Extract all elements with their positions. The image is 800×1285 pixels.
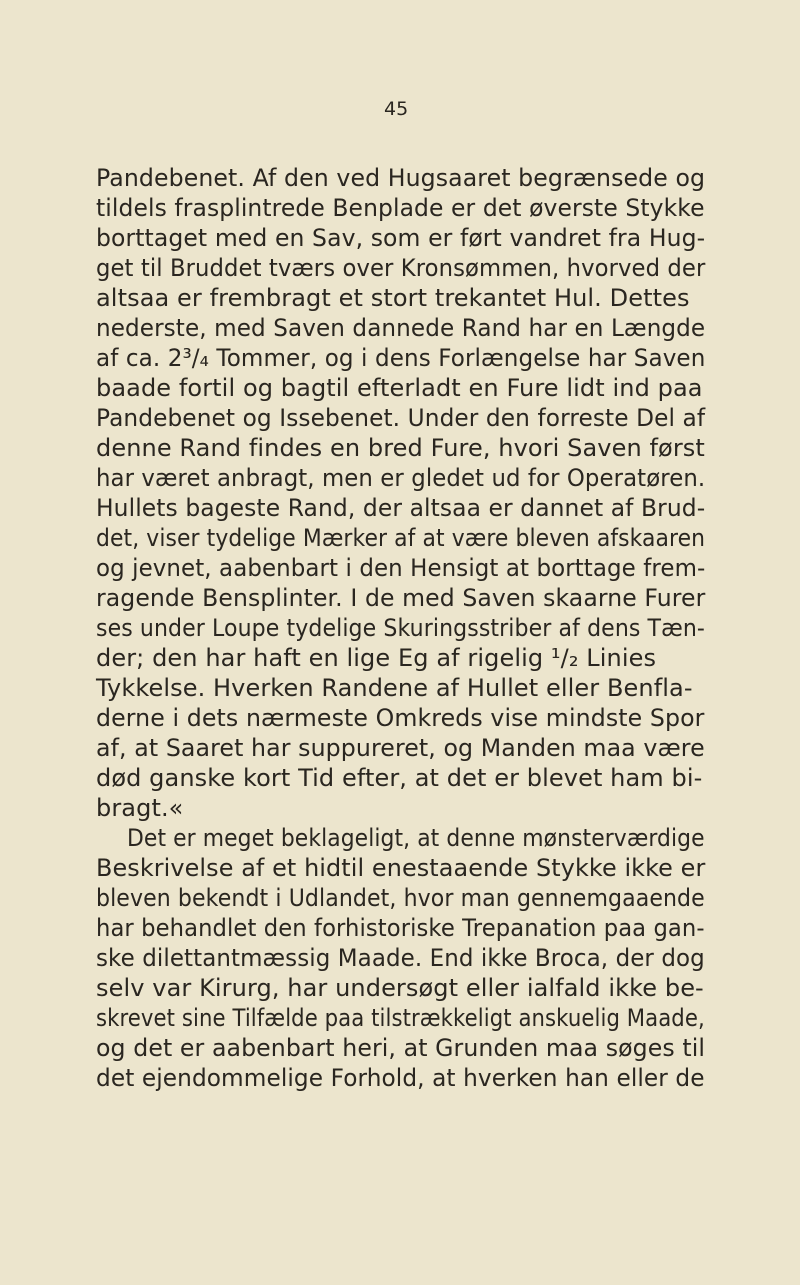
text-line: Tykkelse. Hverken Randene af Hullet eller Benfla-: [96, 674, 693, 702]
text-line: Det er meget beklageligt, at denne mønsterværdige: [127, 824, 705, 852]
text-line: selv var Kirurg, har undersøgt eller ialfald ikke be-: [96, 974, 704, 1002]
text-line: baade fortil og bagtil efterladt en Fure lidt ind paa: [96, 374, 703, 402]
text-line: altsaa er frembragt et stort trekantet Hul. Dettes: [96, 284, 690, 312]
text-line: tildels frasplintrede Benplade er det øverste Stykke: [96, 194, 705, 222]
text-line: nederste, med Saven dannede Rand har en Længde: [96, 314, 706, 342]
text-line: Beskrivelse af et hidtil enestaaende Stykke ikke er: [96, 854, 706, 882]
text-line: Pandebenet og Issebenet. Under den forreste Del af: [96, 404, 706, 432]
text-line: skrevet sine Tilfælde paa tilstrækkeligt anskuelig Maade,: [96, 1004, 705, 1032]
text-line: derne i dets nærmeste Omkreds vise mindste Spor: [96, 704, 705, 732]
text-line: ske dilettantmæssig Maade. End ikke Broca, der dog: [96, 944, 705, 972]
text-line: det ejendommelige Forhold, at hverken han eller de: [96, 1064, 705, 1092]
text-line: der; den har haft en lige Eg af rigelig ¹/₂ Linies: [96, 644, 657, 672]
text-line: af, at Saaret har suppureret, og Manden maa være: [96, 734, 705, 762]
text-line: bleven bekendt i Udlandet, hvor man gennemgaaende: [96, 884, 705, 912]
page-number: 45: [384, 98, 409, 120]
text-line: død ganske kort Tid efter, at det er blevet ham bi-: [96, 764, 703, 792]
text-line: det, viser tydelige Mærker af at være bleven afskaaren: [96, 524, 706, 552]
text-line: og det er aabenbart heri, at Grunden maa søges til: [96, 1034, 706, 1062]
text-line: af ca. 2³/₄ Tommer, og i dens Forlængelse har Saven: [96, 344, 706, 372]
text-line: har behandlet den forhistoriske Trepanation paa gan-: [96, 914, 705, 942]
text-line: ses under Loupe tydelige Skuringsstriber af dens Tæn-: [96, 614, 705, 642]
text-line: Hullets bageste Rand, der altsaa er dannet af Brud-: [96, 494, 706, 522]
text-line: get til Bruddet tværs over Kronsømmen, hvorved der: [96, 254, 706, 282]
text-line: denne Rand findes en bred Fure, hvori Saven først: [96, 434, 705, 462]
text-line: bragt.«: [96, 794, 184, 822]
text-line: ragende Bensplinter. I de med Saven skaarne Furer: [96, 584, 706, 612]
text-line: Pandebenet. Af den ved Hugsaaret begrænsede og: [96, 164, 706, 192]
text-line: borttaget med en Sav, som er ført vandret fra Hug-: [96, 224, 706, 252]
text-line: og jevnet, aabenbart i den Hensigt at borttage frem-: [96, 554, 706, 582]
text-line: har været anbragt, men er gledet ud for Operatøren.: [96, 464, 706, 492]
